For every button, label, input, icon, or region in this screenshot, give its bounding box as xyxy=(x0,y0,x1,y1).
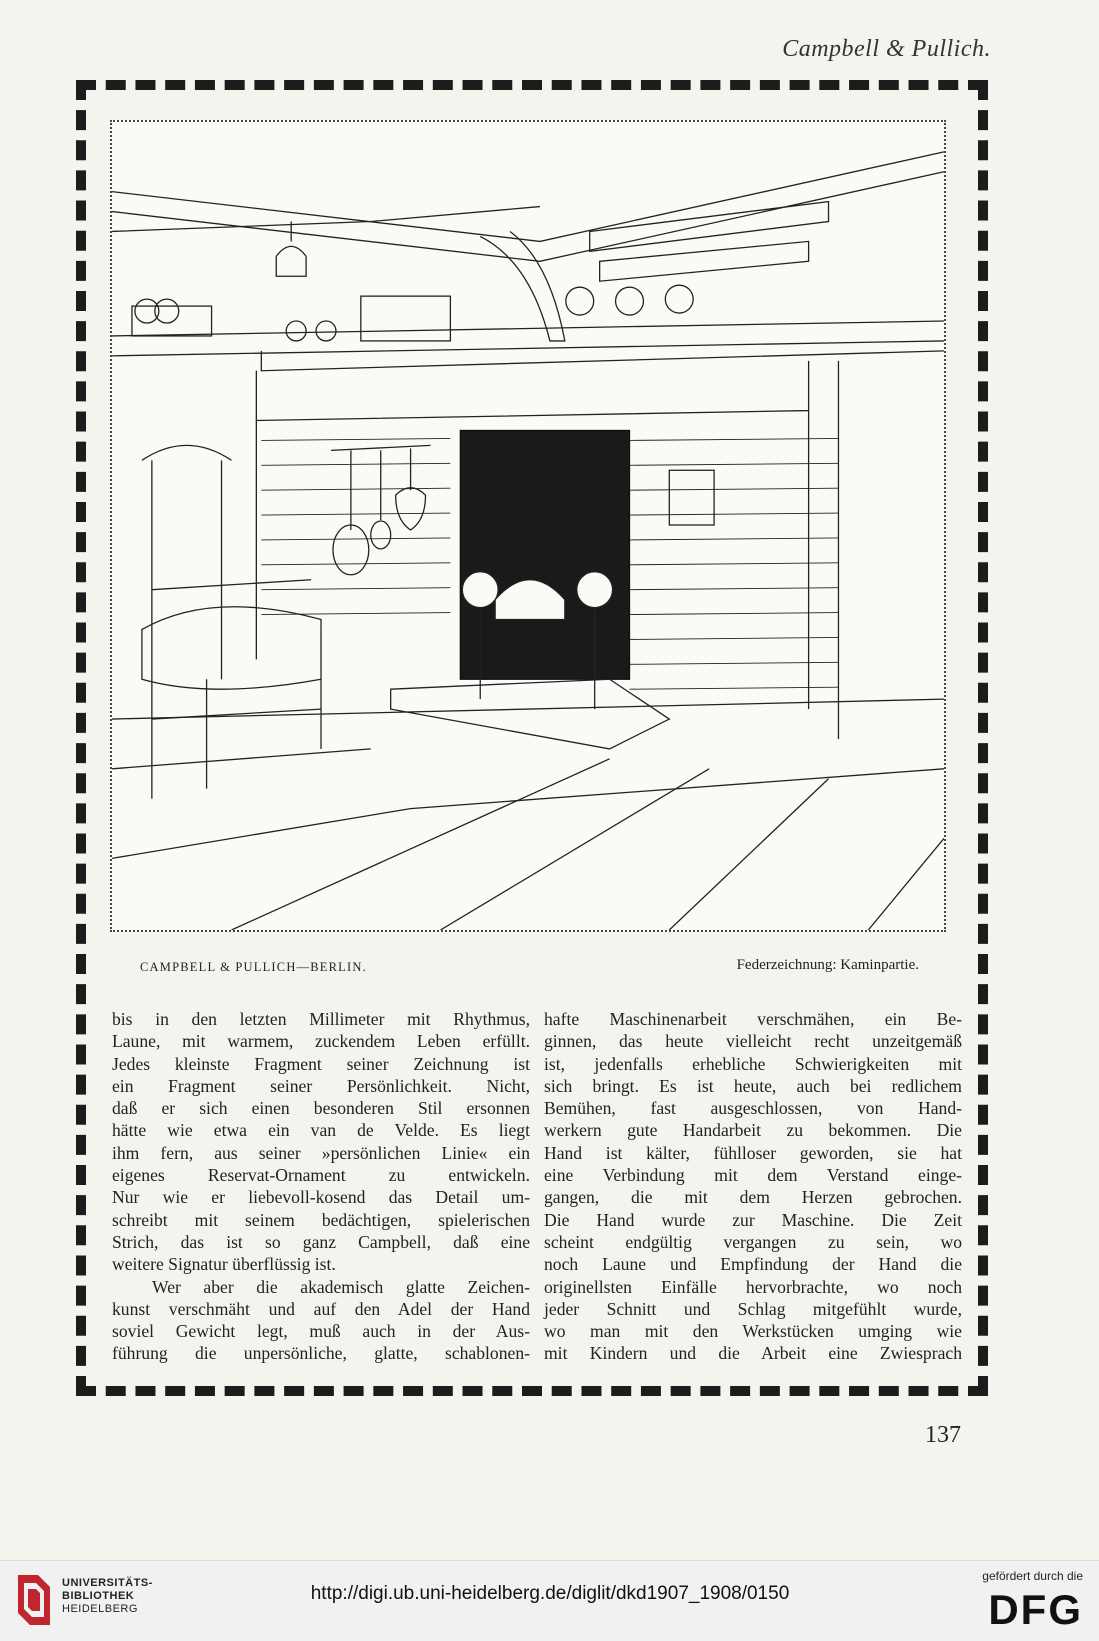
funder-label: gefördert durch die xyxy=(982,1569,1083,1583)
text-line: Strich, das ist so ganz Campbell, daß eine xyxy=(112,1231,530,1252)
text-line: ein Fragment seiner Persönlichkeit. Nicht, xyxy=(112,1075,530,1096)
firebox xyxy=(460,430,629,709)
text-line: gangen, die mit dem Herzen gebrochen. xyxy=(544,1187,962,1208)
text-line: ihm fern, aus seiner »persönlichen Linie« ein xyxy=(112,1142,530,1163)
text-line: Laune, mit warmem, zuckendem Leben erfüllt. xyxy=(112,1031,530,1052)
text-line: hätte wie etwa ein van de Velde. Es liegt xyxy=(112,1120,530,1141)
text-line: Die Hand wurde zur Maschine. Die Zeit xyxy=(544,1209,962,1230)
text-line: Hand ist kälter, fühlloser geworden, sie hat xyxy=(544,1142,962,1163)
text-line: ginnen, das heute vielleicht recht unzeitgemäß xyxy=(544,1031,962,1052)
text-line: Wer aber die akademisch glatte Zeichen- xyxy=(152,1276,530,1297)
text-line: bis in den letzten Millimeter mit Rhythmus, xyxy=(112,1009,530,1029)
text-line: kunst verschmäht und auf den Adel der Hand xyxy=(112,1298,530,1319)
dfg-logo[interactable]: DFG xyxy=(988,1586,1083,1633)
figure-caption-credit: CAMPBELL & PULLICH—BERLIN. xyxy=(140,960,367,974)
text-line: scheint endgültig vergangen zu sein, wo xyxy=(544,1231,962,1252)
text-line: führung die unpersönliche, glatte, schablonen- xyxy=(112,1343,530,1364)
university-library-logo-icon[interactable] xyxy=(16,1571,52,1629)
text-line: eigenes Reservat-Ornament zu entwickeln. xyxy=(112,1165,530,1186)
permalink-url[interactable]: http://digi.ub.uni-heidelberg.de/diglit/dkd1907_1908/0150 xyxy=(310,1583,790,1604)
running-title: Campbell & Pullich. xyxy=(782,36,991,62)
text-line: wo man mit den Werkstücken umging wie xyxy=(544,1321,962,1342)
footer-bar xyxy=(0,1560,1099,1641)
library-name-line: UNIVERSITÄTS- xyxy=(62,1577,153,1589)
fireplace-illustration xyxy=(110,120,946,932)
text-line: mit Kindern und die Arbeit eine Zwiesprach xyxy=(544,1343,962,1364)
text-line: hafte Maschinenarbeit verschmähen, ein Be- xyxy=(544,1009,962,1029)
text-line: sich bringt. Es ist heute, auch bei redlichem xyxy=(544,1075,962,1096)
library-name-line: HEIDELBERG xyxy=(62,1603,138,1615)
ceiling-beams xyxy=(112,152,944,341)
armchair xyxy=(142,445,321,798)
hearth-floor xyxy=(112,679,944,930)
text-line: soviel Gewicht legt, muß auch in der Aus- xyxy=(112,1321,530,1342)
text-column-left xyxy=(112,1008,530,1365)
text-line: daß er sich einen besonderen Stil ersonnen xyxy=(112,1098,530,1119)
text-line: werkern gute Handarbeit zu bekommen. Die xyxy=(544,1120,962,1141)
library-name-line: BIBLIOTHEK xyxy=(62,1590,135,1602)
text-line: Nur wie er liebevoll-kosend das Detail um- xyxy=(112,1187,530,1208)
text-line: eine Verbindung mit dem Verstand einge- xyxy=(544,1165,962,1186)
text-line: weitere Signatur überflüssig ist. xyxy=(112,1254,336,1275)
hanging-kettle xyxy=(276,222,306,277)
text-line: Bemühen, fast ausgeschlossen, von Hand- xyxy=(544,1098,962,1119)
text-line: schreibt mit seinem bedächtigen, spielerischen xyxy=(112,1209,530,1230)
text-column-right xyxy=(544,1008,962,1365)
page-number: 137 xyxy=(925,1422,961,1448)
text-line: originellsten Einfälle hervorbrachte, wo noch xyxy=(544,1276,962,1297)
text-line: ist, jedenfalls erhebliche Schwierigkeiten mit xyxy=(544,1053,962,1074)
text-line: Jedes kleinste Fragment seiner Zeichnung ist xyxy=(112,1053,530,1074)
text-line: jeder Schnitt und Schlag mitgefühlt wurde, xyxy=(544,1298,962,1319)
figure-caption-title: Federzeichnung: Kaminpartie. xyxy=(736,957,919,973)
text-line: noch Laune und Empfindung der Hand die xyxy=(544,1254,962,1275)
university-library-name[interactable] xyxy=(62,1577,153,1616)
